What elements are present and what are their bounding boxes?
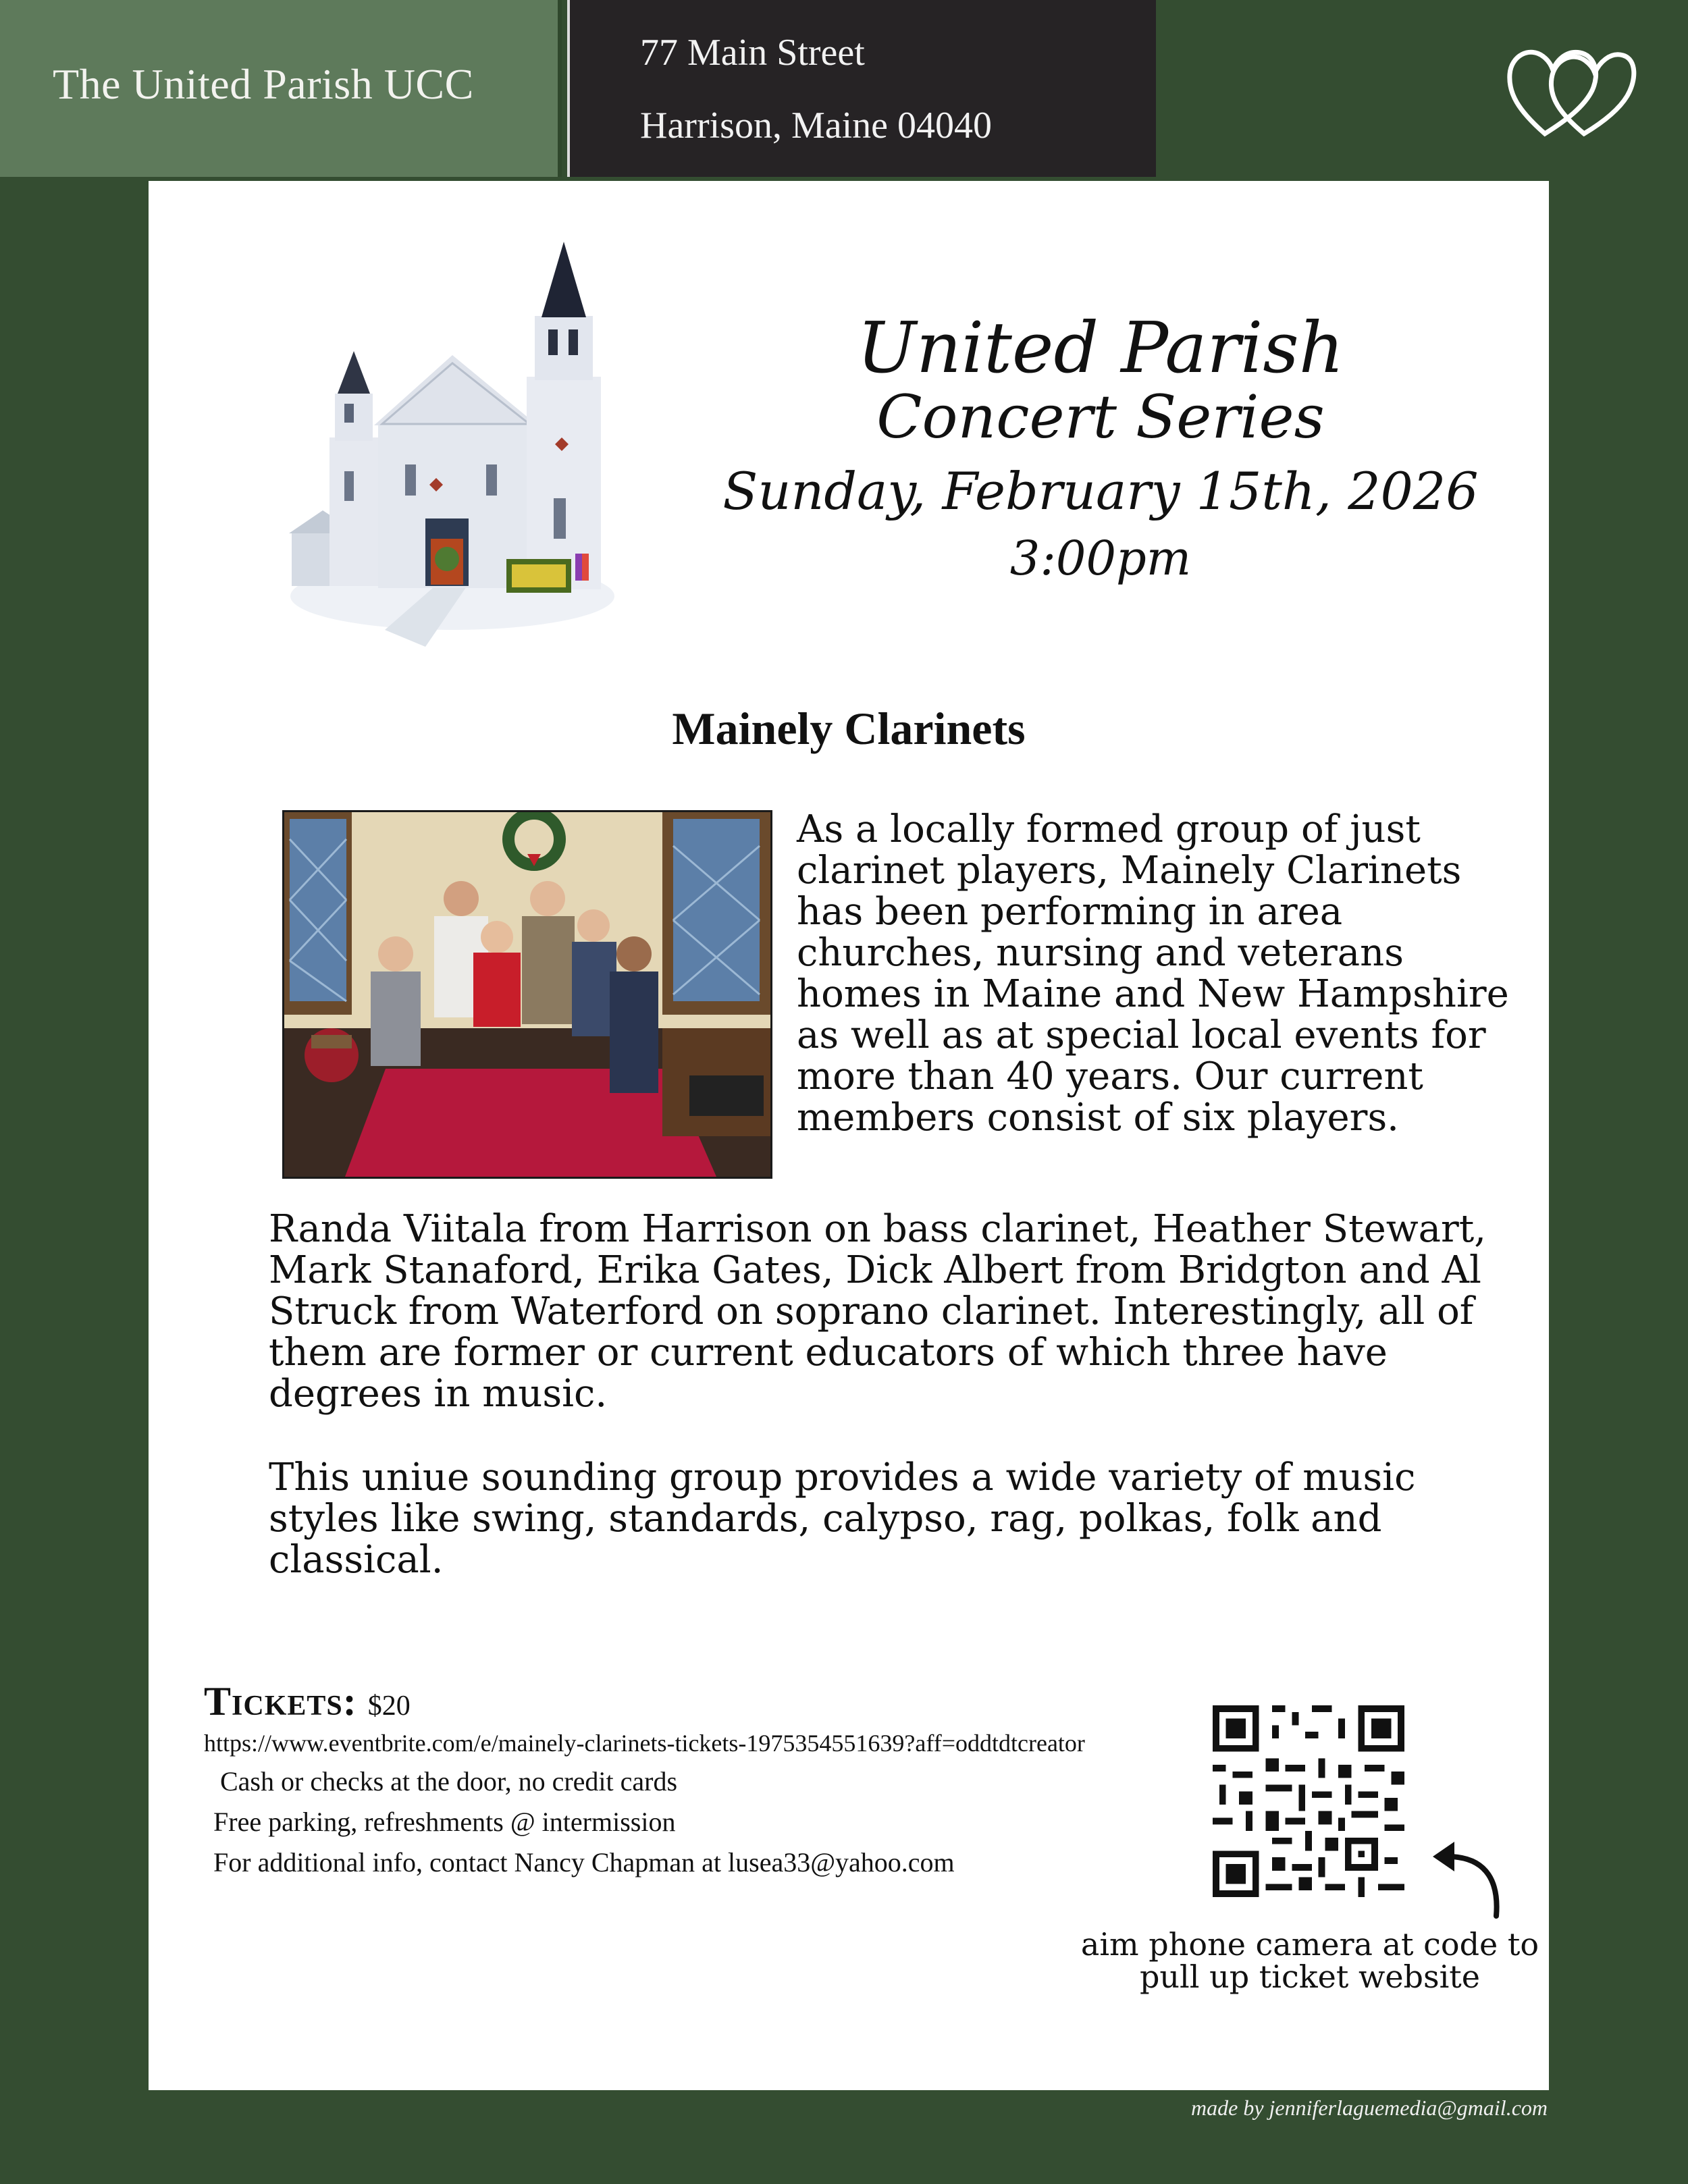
event-title: United Parish — [857, 307, 1344, 389]
header-parish-box — [0, 0, 562, 177]
event-date: Sunday, February 15th, 2026 — [722, 460, 1479, 521]
tickets-url[interactable]: https://www.eventbrite.com/e/mainely-clarinets-tickets-1975354551639?aff=oddtdtcreator — [204, 1730, 1085, 1757]
parking-note: Free parking, refreshments @ intermission — [213, 1807, 676, 1837]
contact-note: For additional info, contact Nancy Chapman at lusea33@yahoo.com — [213, 1847, 955, 1877]
group-photo — [282, 810, 772, 1179]
event-time: 3:00pm — [1009, 530, 1192, 586]
double-heart-icon — [1504, 39, 1637, 140]
header-address-box — [567, 0, 1156, 177]
church-illustration — [284, 242, 621, 660]
performer-paragraph-3: This uniue sounding group provides a wide variety of music styles like swing, standards, calypso, rag, polkas, folk and classical. — [269, 1456, 1416, 1582]
payment-note: Cash or checks at the door, no credit cards — [220, 1766, 678, 1796]
curved-arrow-icon — [1423, 1836, 1508, 1921]
tickets-section — [204, 1678, 1163, 1883]
performer-paragraph-2: Randa Viitala from Harrison on bass clarinet, Heather Stewart, Mark Stanaford, Erika Gates, Dick Albert from Bridgton and Al Struck from Waterford on soprano clarinet. Interestingly, all of them are former or current educators of which three have degrees in music. — [269, 1207, 1487, 1416]
event-subtitle: Concert Series — [876, 382, 1325, 452]
qr-caption: aim phone camera at code to pull up ticket website — [1080, 1926, 1539, 1995]
parish-name: The United Parish UCC — [53, 60, 474, 108]
footer-credit: made by jenniferlaguemedia@gmail.com — [1191, 2096, 1548, 2120]
performer-name: Mainely Clarinets — [672, 703, 1026, 754]
address-city: Harrison, Maine 04040 — [640, 105, 993, 147]
performer-paragraph-1: As a locally formed group of just clarinet players, Mainely Clarinets has been performing in area churches, nursing and veterans homes in Maine and New Hampshire as well as at special local events for more than 40 years. Our current members consist of six players. — [797, 807, 1509, 1140]
flyer-sheet — [149, 181, 1549, 2090]
address-street: 77 Main Street — [640, 32, 865, 74]
qr-code[interactable] — [1213, 1705, 1404, 1897]
event-title-block — [662, 309, 1539, 586]
tickets-label: Tickets: — [204, 1679, 357, 1724]
tickets-price: $20 — [367, 1690, 411, 1722]
